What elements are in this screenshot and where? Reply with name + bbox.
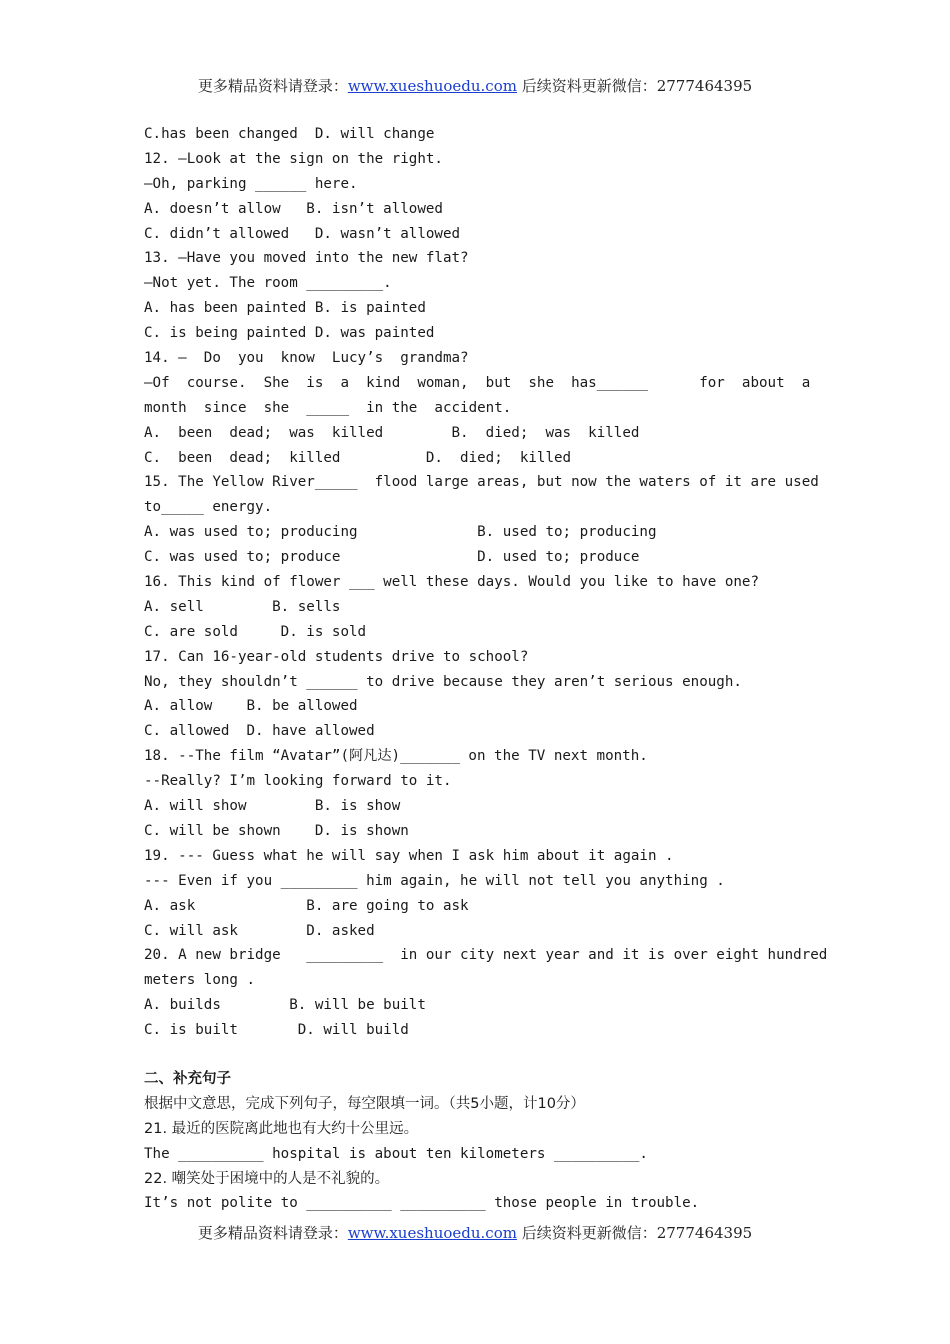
- question-20: 20. A new bridge _________ in our city next year and it is over eight hundred: [144, 947, 828, 964]
- question-14: 14. — Do you know Lucy’s grandma?: [144, 350, 469, 367]
- footer-prefix: 更多精品资料请登录：: [197, 1224, 348, 1242]
- option-line: A. allow B. be allowed: [144, 698, 358, 715]
- option-line: C. been dead; killed D. died; killed: [144, 449, 572, 466]
- question-16: 16. This kind of flower ___ well these days. Would you like to have one?: [144, 574, 759, 591]
- page-footer: [0, 1222, 950, 1243]
- text-line: C.has been changed D. will change: [144, 126, 435, 142]
- header-prefix: 更多精品资料请登录：: [197, 77, 348, 95]
- text-line: --- Even if you _________ him again, he will not tell you anything .: [144, 872, 725, 889]
- section-instruction: 根据中文意思，完成下列句子，每空限填一词。（共5小题，计10分）: [144, 1095, 585, 1112]
- question-19: 19. --- Guess what he will say when I ask him about it again .: [144, 847, 674, 864]
- option-line: C. didn’t allowed D. wasn’t allowed: [144, 225, 461, 242]
- header-suffix: 后续资料更新微信：2777464395: [516, 77, 753, 95]
- option-line: C. is being painted D. was painted: [144, 325, 435, 342]
- option-line: C. will be shown D. is shown: [144, 822, 409, 839]
- text-line: —Oh, parking ______ here.: [144, 175, 358, 192]
- option-line: A. ask B. are going to ask: [144, 897, 469, 914]
- footer-suffix: 后续资料更新微信：2777464395: [516, 1224, 753, 1242]
- option-line: C. are sold D. is sold: [144, 623, 367, 640]
- question-22-english: It’s not polite to __________ __________ those people in trouble.: [144, 1195, 700, 1212]
- text-line: meters long .: [144, 972, 256, 989]
- option-line: A. been dead; was killed B. died; was killed: [144, 424, 640, 441]
- text-line: --Really? I’m looking forward to it.: [144, 773, 452, 790]
- text-line: —Of course. She is a kind woman, but she has______ for about a: [144, 374, 811, 391]
- option-line: A. builds B. will be built: [144, 997, 426, 1014]
- option-line: A. sell B. sells: [144, 598, 341, 615]
- text-line: month since she _____ in the accident.: [144, 399, 512, 416]
- question-12: 12. —Look at the sign on the right.: [144, 150, 443, 167]
- question-17: 17. Can 16-year-old students drive to school?: [144, 648, 529, 665]
- question-18: 18. --The film “Avatar”(阿凡达)_______ on the TV next month.: [144, 748, 648, 765]
- page-header: [0, 75, 950, 96]
- document-body: [144, 122, 828, 1216]
- section-gap: [144, 1043, 824, 1067]
- text-line: to_____ energy.: [144, 499, 273, 516]
- question-22-chinese: 22. 嘲笑处于困境中的人是不礼貌的。: [144, 1170, 390, 1187]
- question-13: 13. —Have you moved into the new flat?: [144, 250, 469, 267]
- footer-link[interactable]: www.xueshuoedu.com: [347, 1224, 517, 1242]
- option-line: C. is built D. will build: [144, 1022, 409, 1039]
- option-line: A. will show B. is show: [144, 798, 401, 815]
- text-line: —Not yet. The room _________.: [144, 275, 392, 292]
- option-line: A. has been painted B. is painted: [144, 300, 426, 317]
- question-21-chinese: 21. 最近的医院离此地也有大约十公里远。: [144, 1120, 419, 1137]
- section-title: 二、补充句子: [144, 1070, 231, 1087]
- option-line: A. doesn’t allow B. isn’t allowed: [144, 200, 443, 217]
- question-21-english: The __________ hospital is about ten kilometers __________.: [144, 1145, 648, 1162]
- option-line: A. was used to; producing B. used to; producing: [144, 524, 657, 541]
- option-line: C. was used to; produce D. used to; produce: [144, 549, 640, 566]
- option-line: C. will ask D. asked: [144, 922, 375, 939]
- text-line: No, they shouldn’t ______ to drive because they aren’t serious enough.: [144, 673, 742, 690]
- question-15: 15. The Yellow River_____ flood large areas, but now the waters of it are used: [144, 474, 819, 491]
- header-link[interactable]: www.xueshuoedu.com: [347, 77, 517, 95]
- option-line: C. allowed D. have allowed: [144, 723, 375, 740]
